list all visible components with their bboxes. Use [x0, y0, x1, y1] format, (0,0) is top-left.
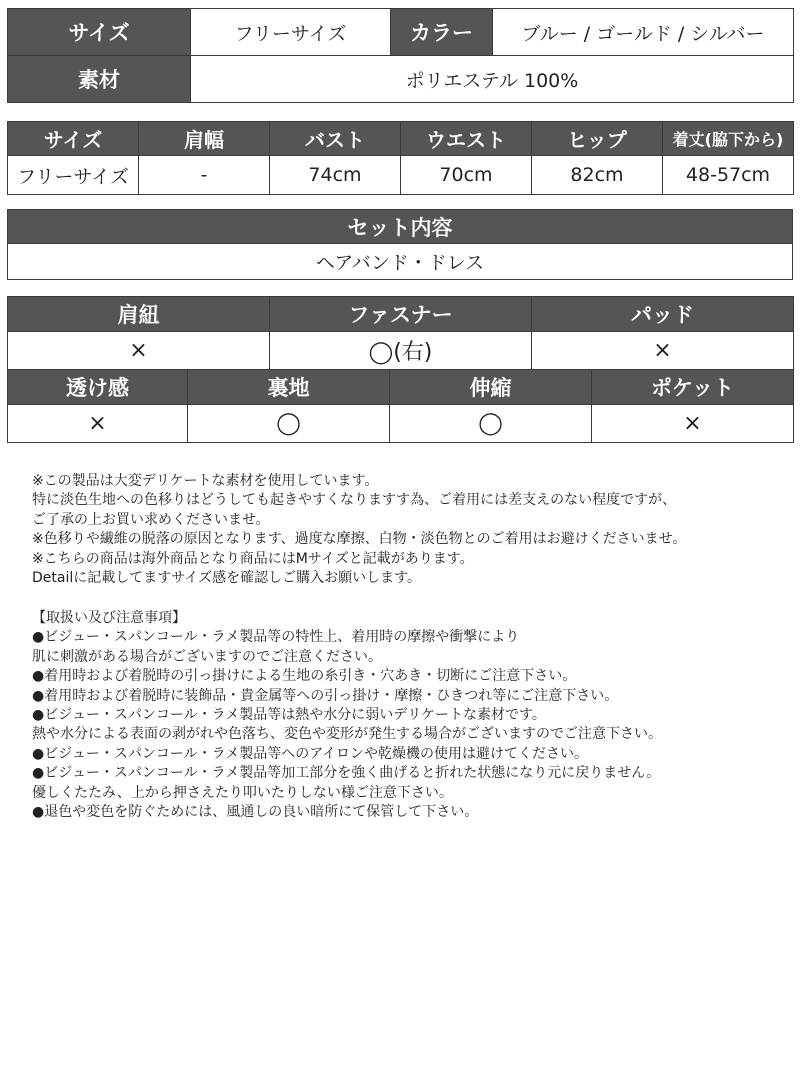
size-label: サイズ	[8, 9, 191, 56]
care-instructions	[32, 609, 796, 822]
measure-value-length: 48-57cm	[663, 156, 794, 195]
measure-header-bust: バスト	[270, 122, 401, 156]
measure-header-size: サイズ	[8, 122, 139, 156]
measure-value-shoulder: -	[139, 156, 270, 195]
feature-header-strap: 肩紐	[8, 297, 270, 332]
care-line: 熱や水分による表面の剥がれや色落ち、変色や変形が発生する場合がございますのでご注意下さい。	[32, 726, 662, 743]
feature-value-strap: ×	[8, 332, 270, 370]
care-line: ●ビジュー・スパンコール・ラメ製品等加工部分を強く曲げると折れた状態になり元に戻りません。	[32, 765, 661, 782]
overview-table	[7, 8, 794, 103]
measurements-table	[7, 121, 794, 195]
features-table-2	[7, 369, 794, 443]
measure-header-shoulder: 肩幅	[139, 122, 270, 156]
color-label: カラー	[391, 9, 493, 56]
measure-header-waist: ウエスト	[401, 122, 532, 156]
measure-value-bust: 74cm	[270, 156, 401, 195]
note-line: ご了承の上お買い求めくださいませ。	[32, 511, 270, 528]
care-title: 【取扱い及び注意事項】	[32, 610, 186, 626]
feature-value-stretch: ◯	[390, 405, 592, 443]
note-line: Detailに記載してますサイズ感を確認しご購入お願いします。	[32, 570, 421, 587]
feature-header-stretch: 伸縮	[390, 370, 592, 405]
care-line: ●着用時および着脱時の引っ掛けによる生地の糸引き・穴あき・切断にご注意下さい。	[32, 668, 577, 685]
feature-value-zipper: ◯(右)	[270, 332, 532, 370]
care-line: ●退色や変色を防ぐためには、風通しの良い暗所にて保管して下さい。	[32, 804, 479, 821]
care-line: 優しくたたみ、上から押さえたり叩いたりしない様ご注意下さい。	[32, 784, 453, 801]
size-value: フリーサイズ	[191, 9, 391, 56]
measure-header-hip: ヒップ	[532, 122, 663, 156]
color-value: ブルー / ゴールド / シルバー	[493, 9, 794, 56]
measure-header-length: 着丈(脇下から)	[663, 122, 794, 156]
set-contents-table	[7, 209, 793, 280]
note-line: ※色移りや繊維の脱落の原因となります、過度な摩擦、白物・淡色物とのご着用はお避けくださいませ。	[32, 531, 687, 548]
feature-header-pocket: ポケット	[592, 370, 794, 405]
feature-value-sheer: ×	[8, 405, 188, 443]
set-contents-label: セット内容	[8, 210, 793, 244]
feature-header-pad: パッド	[532, 297, 794, 332]
features-table-1	[7, 296, 794, 370]
feature-header-zipper: ファスナー	[270, 297, 532, 332]
care-line: 肌に刺激がある場合がございますのでご注意ください。	[32, 648, 382, 665]
measure-value-size: フリーサイズ	[8, 156, 139, 195]
set-contents-value: ヘアバンド・ドレス	[8, 244, 793, 280]
care-line: ●着用時および着脱時に装飾品・貴金属等への引っ掛け・摩擦・ひきつれ等にご注意下さい。	[32, 687, 619, 704]
measure-value-waist: 70cm	[401, 156, 532, 195]
feature-header-sheer: 透け感	[8, 370, 188, 405]
note-line: ※この製品は大変デリケートな素材を使用しています。	[32, 473, 379, 489]
material-label: 素材	[8, 56, 191, 103]
measure-value-hip: 82cm	[532, 156, 663, 195]
feature-value-pocket: ×	[592, 405, 794, 443]
note-line: 特に淡色生地への色移りはどうしても起きやすくなりますす為、ご着用には差支えのない程度ですが、	[32, 492, 677, 509]
material-value: ポリエステル 100%	[191, 56, 794, 103]
feature-header-lining: 裏地	[188, 370, 390, 405]
product-notes	[32, 472, 796, 588]
feature-value-lining: ◯	[188, 405, 390, 443]
feature-value-pad: ×	[532, 332, 794, 370]
care-line: ●ビジュー・スパンコール・ラメ製品等へのアイロンや乾燥機の使用は避けてください。	[32, 745, 588, 762]
note-line: ※こちらの商品は海外商品となり商品にはMサイズと記載があります。	[32, 550, 474, 567]
care-line: ●ビジュー・スパンコール・ラメ製品等は熱や水分に弱いデリケートな素材です。	[32, 707, 546, 724]
care-line: ●ビジュー・スパンコール・ラメ製品等の特性上、着用時の摩擦や衝撃により	[32, 629, 520, 646]
